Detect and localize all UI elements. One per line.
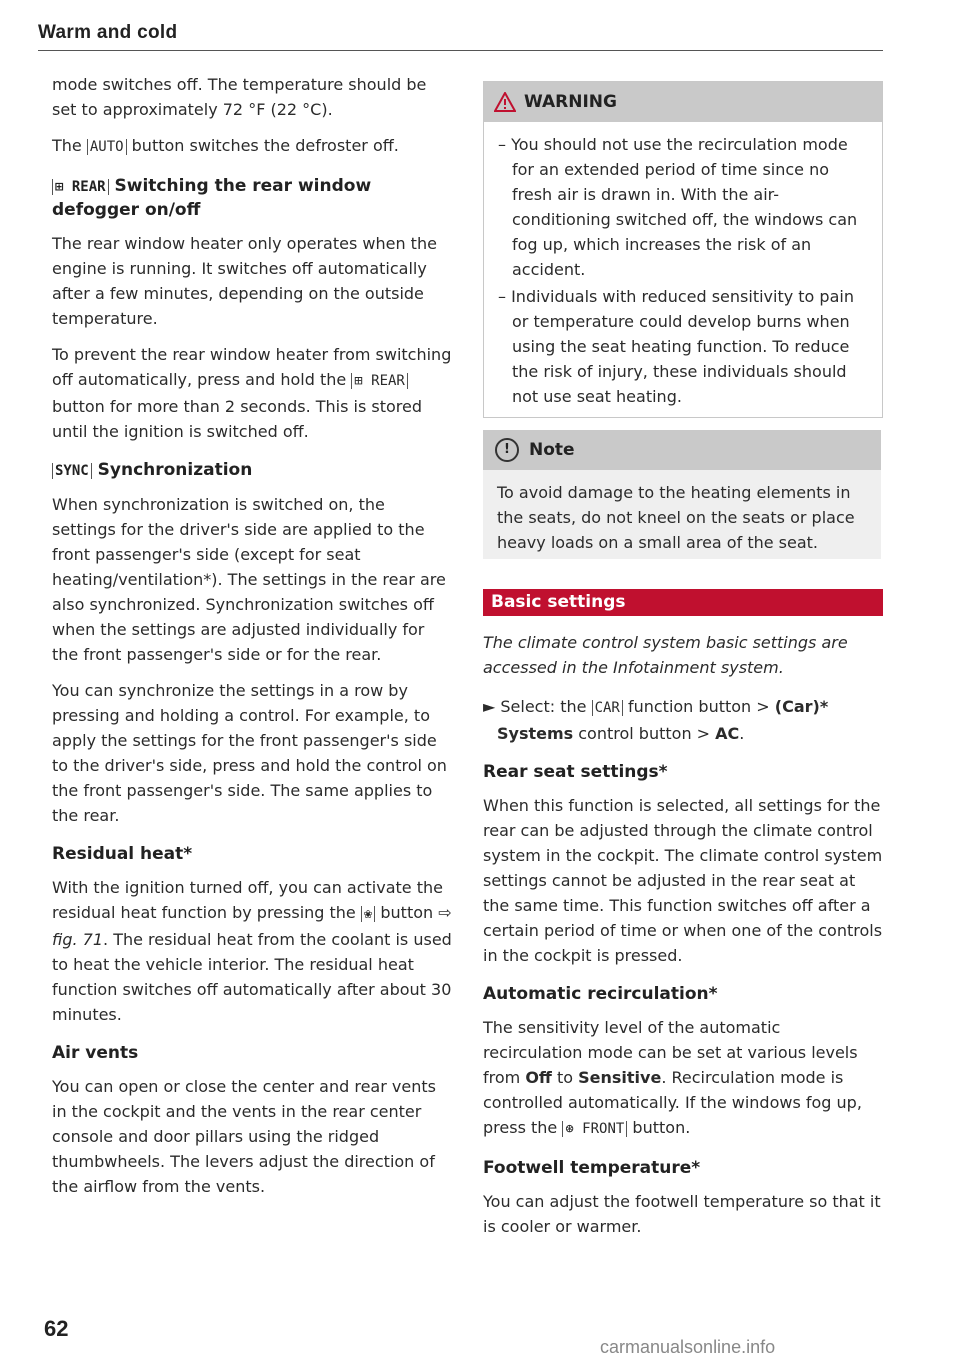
residual-heat-key: ❀	[361, 906, 375, 922]
text-bold: Off	[525, 1068, 552, 1087]
section-intro: The climate control system basic settings are accessed in the Infotainment system.	[483, 633, 848, 677]
heading-residual-heat: Residual heat*	[52, 844, 193, 864]
warning-box	[483, 81, 883, 418]
rear-key: ⊞ REAR	[52, 179, 109, 195]
paragraph: When this function is selected, all settings for the rear can be adjusted through the climate control system in the cockpit. The climate control system settings cannot be adjusted in the rear seat at the same time. This function switches off after a certain period of time or when one of the controls in the cockpit is pressed.	[483, 796, 883, 965]
text-bold: (Car)* Systems	[497, 697, 829, 743]
heading-rear-seat-settings: Rear seat settings*	[483, 762, 668, 782]
paragraph: You can synchronize the settings in a row by pressing and holding a control. For example, to apply the settings for the front passenger's side to the driver's side, press and hold the control on the front passenger's side. The same applies to the rear.	[52, 681, 447, 825]
running-header	[38, 22, 883, 51]
heading-automatic-recirculation: Automatic recirculation*	[483, 984, 718, 1004]
warning-header	[484, 82, 882, 122]
text: to	[551, 1068, 579, 1087]
text: . Recirculation mode is controlled automatically. If the windows fog up, press the	[483, 1068, 862, 1137]
note-text: To avoid damage to the heating elements in the seats, do not kneel on the seats or place heavy loads on a small area of the seat.	[497, 483, 855, 552]
section-title: Warm and cold	[38, 22, 178, 43]
heading-air-vents: Air vents	[52, 1043, 139, 1063]
text: button.	[627, 1118, 691, 1137]
front-key: ⊛ FRONT	[562, 1121, 627, 1137]
paragraph	[483, 1015, 883, 1142]
text: button for more than 2 seconds. This is stored until the ignition is switched off.	[52, 397, 423, 441]
paragraph	[52, 133, 452, 160]
text: . The residual heat from the coolant is used to heat the vehicle interior. The residual heat function switches off automatically after about 30 minutes.	[52, 930, 452, 1024]
note-header	[483, 430, 881, 470]
text: ► Select: the	[483, 697, 592, 716]
instruction-step	[483, 694, 883, 746]
warning-item: – You should not use the recirculation mode for an extended period of time since no fresh air is drawn in. With the air-conditioning switched off, the windows can fog up, which increases the risk of an accident.	[498, 135, 858, 279]
text: The	[52, 136, 87, 155]
paragraph: When synchronization is switched on, the settings for the driver's side are applied to the front passenger's side (except for seat heating/ventilation*). The settings in the rear are also synchronized. Synchronization switches off when the settings are adjusted individually for the front passenger's side or for the rear.	[52, 495, 446, 664]
text: With the ignition turned off, you can activate the residual heat function by pressing the	[52, 878, 443, 922]
heading-text: Switching the rear window defogger on/off	[52, 176, 372, 220]
figure-reference[interactable]: ⇨ fig. 71	[52, 903, 452, 949]
warning-list	[484, 122, 882, 417]
note-title: Note	[529, 439, 575, 460]
paragraph	[52, 342, 452, 444]
warning-item: – Individuals with reduced sensitivity to pain or temperature could develop burns when using the seat heating function. To reduce the risk of injury, these individuals should not use seat heating.	[498, 287, 854, 406]
text: function button >	[622, 697, 775, 716]
warning-title: WARNING	[524, 91, 617, 112]
watermark-footer: carmanualsonline.info	[600, 1337, 776, 1357]
text: control button >	[573, 724, 716, 743]
left-column	[52, 72, 452, 1210]
sync-key: SYNC	[52, 463, 92, 479]
right-column	[483, 77, 883, 1250]
rear-key: ⊞ REAR	[351, 373, 408, 389]
section-bar: Basic settings	[483, 589, 883, 616]
heading-rear-defogger	[52, 175, 452, 222]
heading-synchronization	[52, 459, 452, 483]
exclamation-circle-icon: !	[495, 438, 519, 462]
car-key: CAR	[592, 700, 623, 716]
text: The sensitivity level of the automatic recirculation mode can be set at various levels from	[483, 1018, 858, 1087]
text: button switches the defroster off.	[126, 136, 399, 155]
note-box	[483, 430, 881, 559]
paragraph	[52, 875, 452, 1027]
text-bold: AC	[715, 724, 740, 743]
paragraph: You can adjust the footwell temperature so that it is cooler or warmer.	[483, 1192, 881, 1236]
text: To prevent the rear window heater from switching off automatically, press and hold the	[52, 345, 452, 389]
text-bold: Sensitive	[578, 1068, 662, 1087]
paragraph: The rear window heater only operates when the engine is running. It switches off automatically after a few minutes, depending on the outside temperature.	[52, 234, 437, 328]
text: button	[375, 903, 439, 922]
auto-key: AUTO	[87, 139, 127, 155]
text: .	[739, 724, 745, 743]
paragraph: You can open or close the center and rear vents in the cockpit and the vents in the rear center console and door pillars using the ridged thumbwheels. The levers adjust the direction of the airflow from the vents.	[52, 1077, 436, 1196]
heading-footwell-temperature: Footwell temperature*	[483, 1158, 701, 1178]
heading-text: Synchronization	[91, 460, 253, 480]
page-number: 62	[44, 1316, 69, 1341]
warning-triangle-icon	[494, 92, 516, 112]
paragraph: mode switches off. The temperature should be set to approximately 72 °F (22 °C).	[52, 75, 427, 119]
